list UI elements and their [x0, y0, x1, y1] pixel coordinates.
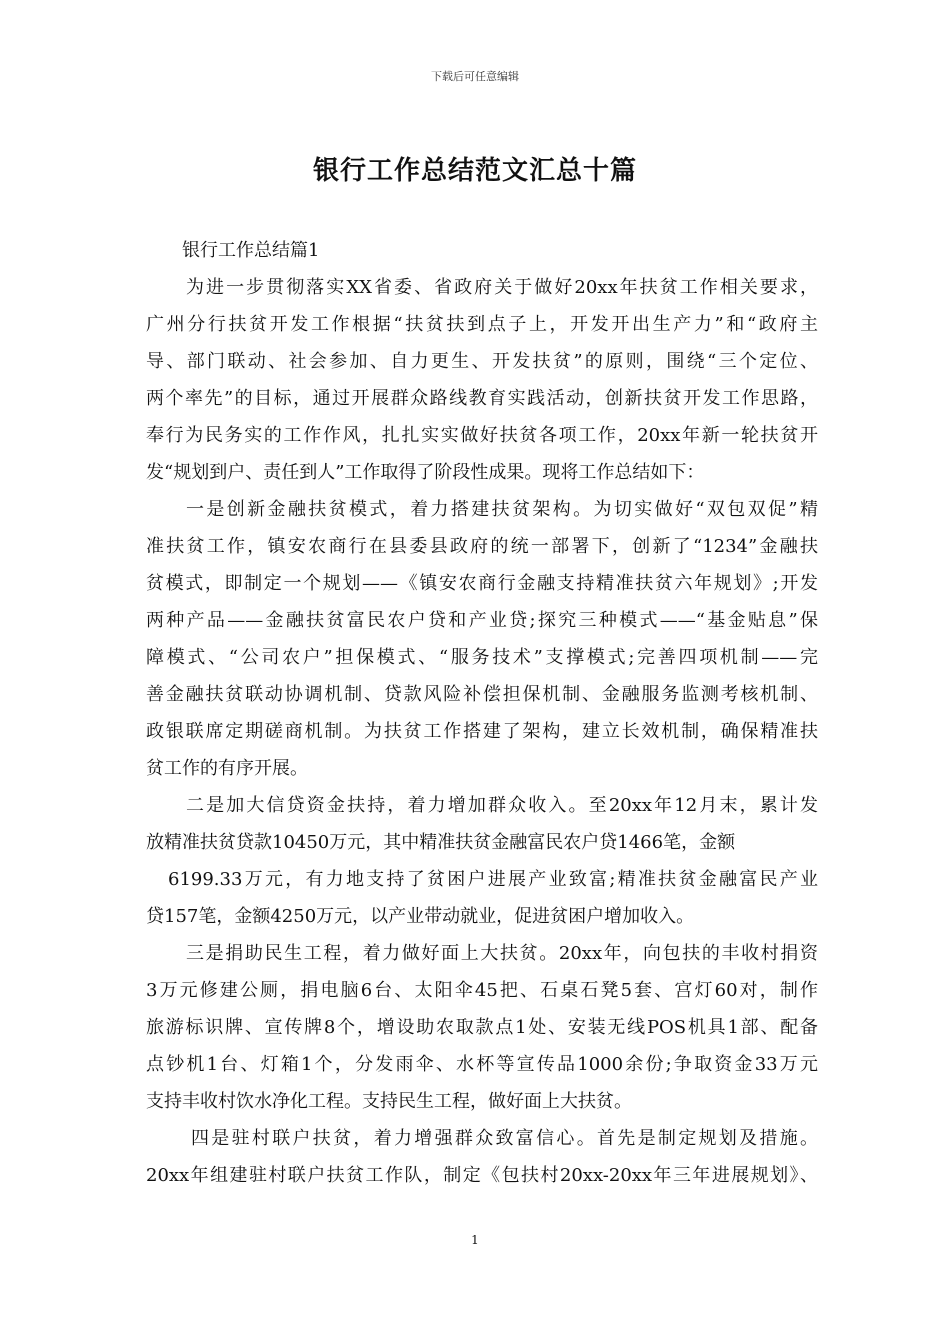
paragraph-line: 障模式、“公司农户”担保模式、“服务技术”支撑模式;完善四项机制——完	[146, 647, 818, 668]
paragraph-line: 广州分行扶贫开发工作根据“扶贫扶到点子上，开发开出生产力”和“政府主	[146, 314, 818, 335]
paragraph-line: 旅游标识牌、宣传牌8个，增设助农取款点1处、安装无线POS机具1部、配备	[146, 1017, 818, 1038]
section-heading: 银行工作总结篇1	[182, 240, 320, 261]
paragraph-line: 6199.33万元，有力地支持了贫困户进展产业致富;精准扶贫金融富民产业	[168, 869, 818, 890]
paragraph-line: 二是加大信贷资金扶持，着力增加群众收入。至20xx年12月末，累计发	[186, 795, 818, 816]
paragraph-line: 贫工作的有序开展。	[146, 758, 308, 779]
paragraph-line: 三是捐助民生工程，着力做好面上大扶贫。20xx年，向包扶的丰收村捐资	[186, 943, 818, 964]
paragraph-line: 准扶贫工作，镇安农商行在县委县政府的统一部署下，创新了“1234”金融扶	[146, 536, 818, 557]
paragraph-line: 贫模式，即制定一个规划——《镇安农商行金融支持精准扶贫六年规划》;开发	[146, 573, 818, 594]
paragraph-line: 支持丰收村饮水净化工程。支持民生工程，做好面上大扶贫。	[146, 1091, 632, 1112]
paragraph-line: 为进一步贯彻落实XX省委、省政府关于做好20xx年扶贫工作相关要求，	[186, 277, 818, 298]
paragraph-line: 导、部门联动、社会参加、自力更生、开发扶贫”的原则，围绕“三个定位、	[146, 351, 818, 372]
document-body	[146, 232, 818, 1194]
paragraph-line: 四是驻村联户扶贫，着力增强群众致富信心。首先是制定规划及措施。	[191, 1128, 818, 1149]
paragraph-line: 发“规划到户、责任到人”工作取得了阶段性成果。现将工作总结如下：	[146, 462, 705, 483]
paragraph-line: 政银联席定期磋商机制。为扶贫工作搭建了架构，建立长效机制，确保精准扶	[146, 721, 818, 742]
paragraph-line: 两种产品——金融扶贫富民农户贷和产业贷;探究三种模式——“基金贴息”保	[146, 610, 818, 631]
paragraph-line: 奉行为民务实的工作作风，扎扎实实做好扶贫各项工作，20xx年新一轮扶贫开	[146, 425, 818, 446]
document-title: 银行工作总结范文汇总十篇	[312, 156, 637, 186]
header-note: 下载后可任意编辑	[431, 70, 519, 83]
paragraph-line: 善金融扶贫联动协调机制、贷款风险补偿担保机制、金融服务监测考核机制、	[146, 684, 818, 705]
paragraph-line: 20xx年组建驻村联户扶贫工作队，制定《包扶村20xx-20xx年三年进展规划》、	[146, 1165, 818, 1186]
paragraph-line: 贷157笔，金额4250万元，以产业带动就业，促进贫困户增加收入。	[146, 906, 695, 927]
paragraph-line: 放精准扶贫贷款10450万元，其中精准扶贫金融富民农户贷1466笔，金额	[146, 832, 736, 853]
page-number: 1	[471, 1233, 479, 1247]
paragraph-line: 一是创新金融扶贫模式，着力搭建扶贫架构。为切实做好“双包双促”精	[186, 499, 818, 520]
paragraph-line: 3万元修建公厕，捐电脑6台、太阳伞45把、石桌石凳5套、宫灯60对，制作	[146, 980, 818, 1001]
paragraph-line: 两个率先”的目标，通过开展群众路线教育实践活动，创新扶贫开发工作思路，	[146, 388, 818, 409]
paragraph-line: 点钞机1台、灯箱1个，分发雨伞、水杯等宣传品1000余份;争取资金33万元	[146, 1054, 818, 1075]
